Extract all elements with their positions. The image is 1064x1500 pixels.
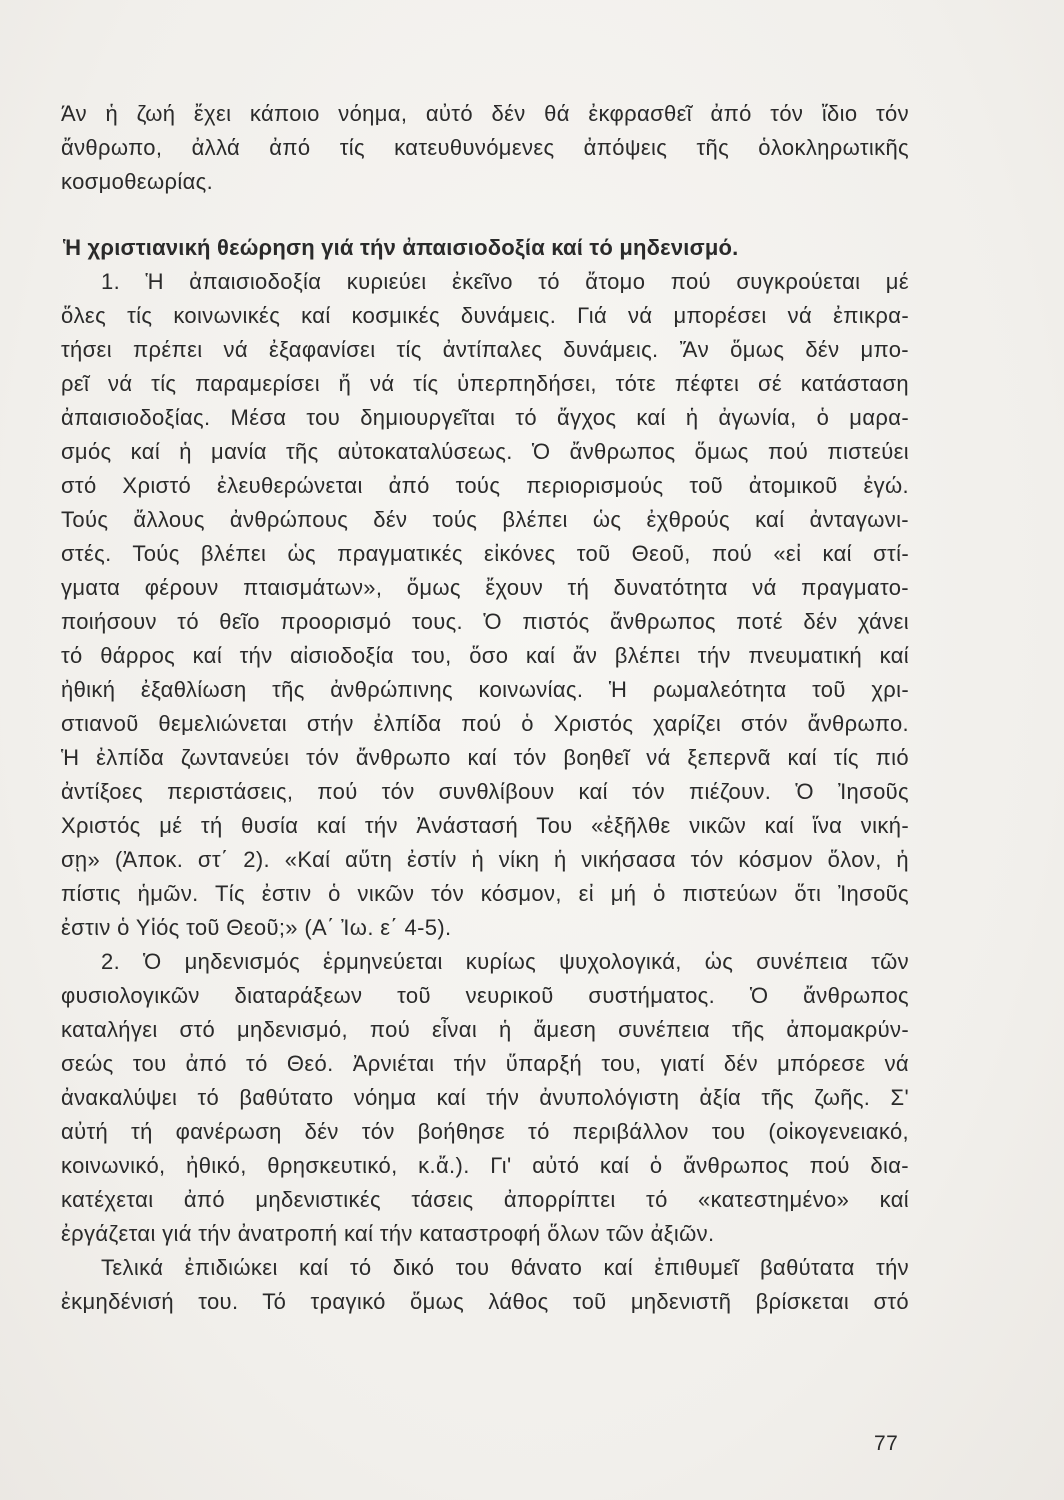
text-line: στιανοῦ θεμελιώνεται στήν ἐλπίδα πού ὁ Χριστός χαρίζει στόν ἄνθρωπο. [61, 711, 909, 736]
text-line: ἐργάζεται γιά τήν ἀνατροπή καί τήν καταστροφή ὅλων τῶν ἀξιῶν. [61, 1221, 715, 1246]
text-line: κοσμοθεωρίας. [61, 169, 214, 194]
text-line: στό Χριστό ἐλευθερώνεται ἀπό τούς περιορισμούς τοῦ ἀτομικοῦ ἐγώ. [61, 473, 909, 498]
page-number: 77 [874, 1432, 899, 1455]
text-line: σῃ» (Ἀποκ. στ΄ 2). «Καί αὕτη ἐστίν ἡ νίκη ἡ νικήσασα τόν κόσμον ὅλον, ἡ [61, 847, 909, 872]
section-1-paragraph [61, 265, 909, 945]
text-line: 1. Ἡ ἀπαισιοδοξία κυριεύει ἐκεῖνο τό ἄτομο πού συγκρούεται μέ [101, 269, 909, 294]
text-line: σμός καί ἡ μανία τῆς αὐτοκαταλύσεως. Ὁ ἄνθρωπος ὅμως πού πιστεύει [61, 439, 909, 464]
text-line: τήσει πρέπει νά ἐξαφανίσει τίς ἀντίπαλες δυνάμεις. Ἄν ὅμως δέν μπο- [61, 337, 909, 362]
text-line: καταλήγει στό μηδενισμό, πού εἶναι ἡ ἄμεση συνέπεια τῆς ἀπομακρύν- [61, 1017, 909, 1042]
text-line: ὅλες τίς κοινωνικές καί κοσμικές δυνάμεις. Γιά νά μπορέσει νά ἐπικρα- [61, 303, 909, 328]
text-line: γματα φέρουν πταισμάτων», ὅμως ἔχουν τή δυνατότητα νά πραγματο- [61, 575, 909, 600]
text-line: ἄνθρωπο, ἀλλά ἀπό τίς κατευθυνόμενες ἀπόψεις τῆς ὁλοκληρωτικῆς [61, 135, 909, 160]
text-line: Τελικά ἐπιδιώκει καί τό δικό του θάνατο καί ἐπιθυμεῖ βαθύτατα τήν [101, 1255, 909, 1280]
text-line: ἀνακαλύψει τό βαθύτατο νόημα καί τήν ἀνυπολόγιστη ἀξία τῆς ζωῆς. Σ' [61, 1085, 909, 1110]
text-line: τό θάρρος καί τήν αἰσιοδοξία του, ὅσο καί ἄν βλέπει τήν πνευματική καί [61, 643, 909, 668]
page-body [61, 97, 909, 1319]
text-line: ἠθική ἐξαθλίωση τῆς ἀνθρώπινης κοινωνίας. Ἡ ρωμαλεότητα τοῦ χρι- [61, 677, 909, 702]
text-line: ἀπαισιοδοξίας. Μέσα του δημιουργεῖται τό ἄγχος καί ἡ ἀγωνία, ὁ μαρα- [61, 405, 909, 430]
text-line: Τούς ἄλλους ἀνθρώπους δέν τούς βλέπει ὡς ἐχθρούς καί ἀνταγωνι- [61, 507, 909, 532]
text-line: κατέχεται ἀπό μηδενιστικές τάσεις ἀπορρίπτει τό «κατεστημένο» καί [61, 1187, 909, 1212]
text-line: σεώς του ἀπό τό Θεό. Ἀρνιέται τήν ὕπαρξή του, γιατί δέν μπόρεσε νά [61, 1051, 909, 1076]
text-line: ποιήσουν τό θεῖο προορισμό τους. Ὁ πιστός ἄνθρωπος ποτέ δέν χάνει [61, 609, 909, 634]
text-line: Άν ἡ ζωή ἔχει κάποιο νόημα, αὐτό δέν θά ἐκφρασθεῖ ἀπό τόν ἴδιο τόν [61, 101, 909, 126]
section-3-paragraph [61, 1251, 909, 1319]
text-line: ἐστιν ὁ Υἱός τοῦ Θεοῦ;» (Α΄ Ἰω. ε΄ 4-5). [61, 915, 452, 940]
text-line: αὐτή τή φανέρωση δέν τόν βοήθησε τό περιβάλλον του (οἰκογενειακό, [61, 1119, 909, 1144]
section-heading: Ἡ χριστιανική θεώρηση γιά τήν ἀπαισιοδοξία καί τό μηδενισμό. [63, 235, 739, 260]
text-line: πίστις ἡμῶν. Τίς ἐστιν ὁ νικῶν τόν κόσμον, εἰ μή ὁ πιστεύων ὅτι Ἰησοῦς [61, 881, 909, 906]
text-line: ρεῖ νά τίς παραμερίσει ἤ νά τίς ὑπερπηδήσει, τότε πέφτει σέ κατάσταση [61, 371, 909, 396]
section-2-paragraph [61, 945, 909, 1251]
text-line: κοινωνικό, ἠθικό, θρησκευτικό, κ.ἄ.). Γι' αὐτό καί ὁ ἄνθρωπος πού δια- [61, 1153, 909, 1178]
intro-paragraph [61, 97, 909, 199]
text-line: Χριστός μέ τή θυσία καί τήν Ἀνάστασή Του «ἐξῆλθε νικῶν καί ἵνα νική- [61, 813, 909, 838]
text-line: φυσιολογικῶν διαταράξεων τοῦ νευρικοῦ συστήματος. Ὁ ἄνθρωπος [61, 983, 909, 1008]
text-line: ἀντίξοες περιστάσεις, πού τόν συνθλίβουν καί τόν πιέζουν. Ὁ Ἰησοῦς [61, 779, 909, 804]
text-line: στές. Τούς βλέπει ὡς πραγματικές εἰκόνες τοῦ Θεοῦ, πού «εἰ καί στί- [61, 541, 909, 566]
text-line: Ἡ ἐλπίδα ζωντανεύει τόν ἄνθρωπο καί τόν βοηθεῖ νά ξεπερνᾶ καί τίς πιό [61, 745, 909, 770]
text-line: 2. Ὁ μηδενισμός ἑρμηνεύεται κυρίως ψυχολογικά, ὡς συνέπεια τῶν [101, 949, 909, 974]
text-line: ἐκμηδένισή του. Τό τραγικό ὅμως λάθος τοῦ μηδενιστῆ βρίσκεται στό [61, 1289, 909, 1314]
